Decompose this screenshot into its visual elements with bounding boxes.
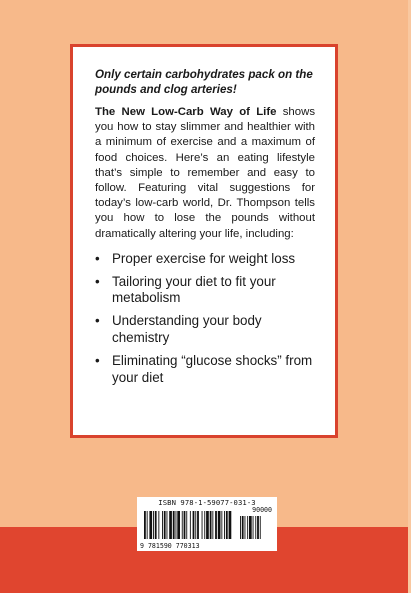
bullet-icon: • (95, 313, 100, 329)
barcode-bar (229, 511, 232, 539)
barcode-bar (247, 516, 248, 539)
list-item (95, 274, 315, 308)
barcode-bar (144, 511, 146, 539)
list-item (95, 353, 315, 387)
barcode-bar (182, 511, 183, 539)
barcode-bar (153, 511, 154, 539)
list-item-text: Understanding your body chemistry (112, 313, 262, 346)
barcode-bar (242, 516, 244, 539)
list-item (95, 251, 315, 268)
description-text: shows you how to stay slimmer and healthier with a minimum of exercise and a maximum of food choices. Here’s an eating lifestyle that’s simple to remember and easy to follow. Featuring vital suggestions for today’s low-carb world, Dr. Thompson tells you how to lose the pounds without dramatically altering your life, including: (95, 106, 316, 240)
barcode-bar (260, 516, 261, 539)
barcode-bar (206, 511, 209, 539)
barcode-bar (202, 511, 203, 539)
barcode-bar (147, 511, 148, 539)
barcode-bar (186, 511, 187, 539)
barcode-bar (218, 511, 221, 539)
barcode-bar (149, 511, 152, 539)
barcode-bar (176, 511, 177, 539)
barcode-bar (204, 511, 205, 539)
barcode-bar (257, 516, 259, 539)
barcode-bar (184, 511, 186, 539)
barcode-bar (169, 511, 172, 539)
barcode-bar (195, 511, 196, 539)
barcode-bar (158, 511, 159, 539)
list-item-text: Eliminating “glucose shocks” from your diet (112, 352, 313, 385)
barcode-bar (193, 511, 195, 539)
isbn-label: ISBN 978-1-59077-031-3 (158, 498, 256, 507)
barcode-bar (164, 511, 166, 539)
barcode-bar (177, 511, 180, 539)
barcode-bar (240, 516, 241, 539)
bullet-icon: • (95, 352, 100, 368)
list-item (95, 313, 315, 347)
barcode-bar (162, 511, 163, 539)
barcode-bar (249, 516, 252, 539)
list-item-text: Tailoring your diet to fit your metabolism (112, 273, 276, 306)
barcode-bar (190, 511, 191, 539)
book-title: The New Low-Carb Way of Life (95, 106, 277, 118)
barcode-bar (253, 516, 254, 539)
barcode-bar (197, 511, 199, 539)
tagline: Only certain carbohydrates pack on the pounds and clog arteries! (95, 68, 313, 96)
barcode-bar (215, 511, 217, 539)
barcode-bar (155, 511, 157, 539)
barcode-bar (212, 511, 213, 539)
barcode-bar (167, 511, 168, 539)
isbn-barcode (137, 497, 277, 551)
bullet-icon: • (95, 250, 100, 266)
benefits-list (95, 251, 315, 387)
price-code: 90000 (252, 506, 272, 514)
barcode-bar (173, 511, 175, 539)
back-cover-text-box (70, 44, 338, 438)
barcode-bar (224, 511, 225, 539)
barcode-bar (255, 516, 256, 539)
barcode-digits: 9 781590 770313 (140, 542, 200, 550)
description-paragraph (95, 105, 315, 242)
barcode-bar (226, 511, 228, 539)
barcode-bar (221, 511, 222, 539)
bullet-icon: • (95, 273, 100, 289)
barcode-bar (245, 516, 246, 539)
list-item-text: Proper exercise for weight loss (112, 250, 296, 266)
barcode-bar (210, 511, 212, 539)
